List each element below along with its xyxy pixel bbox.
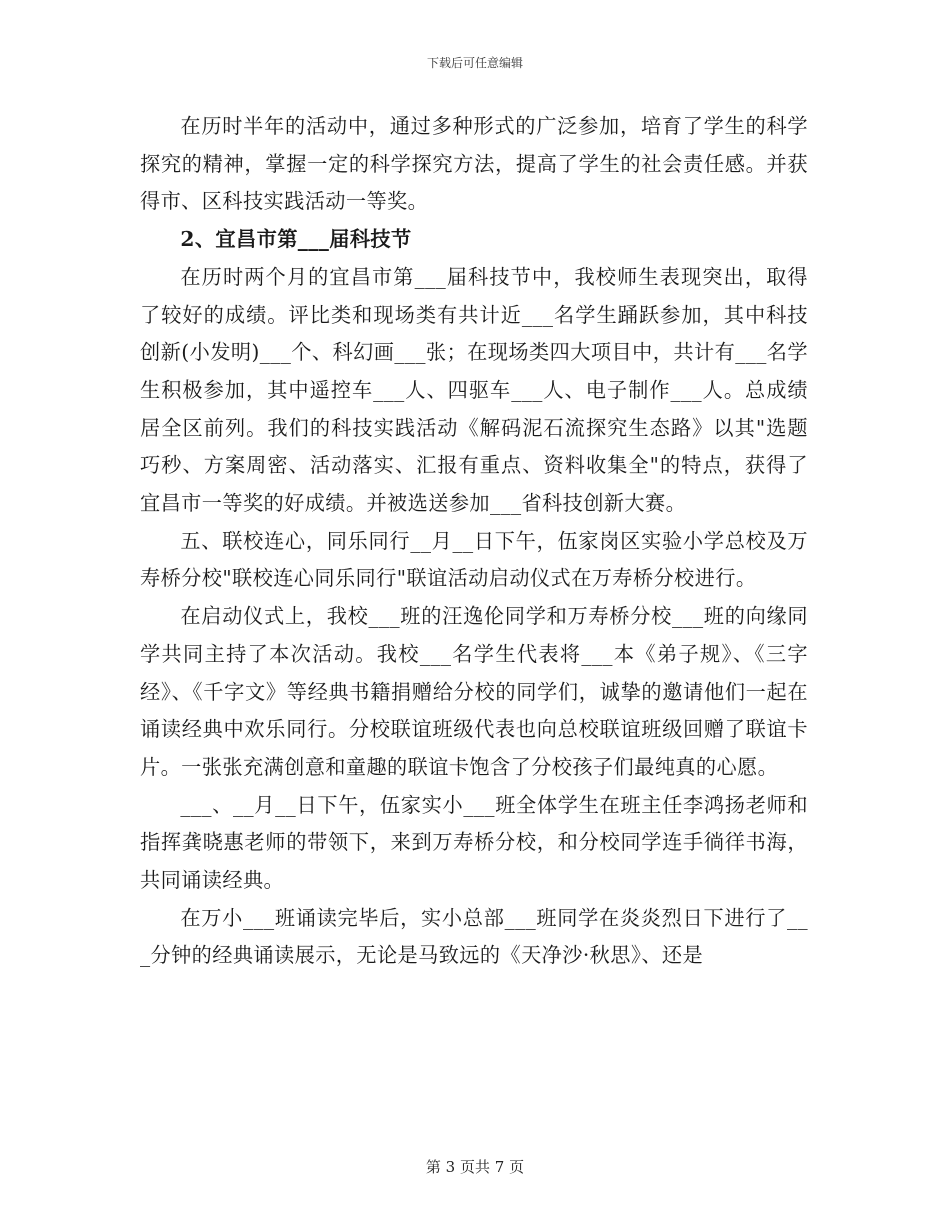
page-header: 下载后可任意编辑 xyxy=(426,56,523,70)
paragraph-reading-show: 在万小___班诵读完毕后，实小总部___班同学在炎炎烈日下进行了___分钟的经典诵读展示，无论是马致远的《天净沙·秋思》、还是 xyxy=(140,905,808,968)
paragraph-science-festival: 在历时两个月的宜昌市第___届科技节中，我校师生表现突出，取得了较好的成绩。评比类和现场类有共计近___名学生踊跃参加，其中科技创新(小发明)___个、科幻画___张；在现场类四大项目中，共计有___名学生积极参加，其中遥控车___人、四驱车___人、电子制作___人。总成绩居全区前列。我们的科技实践活动《解码泥石流探究生态路》以其"选题巧秒、方案周密、活动落实、汇报有重点、资料收集全"的特点，获得了宜昌市一等奖的好成绩。并被选送参加___省科技创新大赛。 xyxy=(140,264,808,516)
paragraph-activity-summary: 在历时半年的活动中，通过多种形式的广泛参加，培育了学生的科学探究的精神，掌握一定的科学探究方法，提高了学生的社会责任感。并获得市、区科技实践活动一等奖。 xyxy=(140,114,808,214)
page-footer: 第 3 页共 7 页 xyxy=(425,1158,525,1176)
paragraph-launch-ceremony: 在启动仪式上，我校___班的汪逸伦同学和万寿桥分校___班的向缘同学共同主持了本次活动。我校___名学生代表将___本《弟子规》、《三字经》、《千字文》等经典书籍捐赠给分校的同学们，诚挚的邀请他们一起在诵读经典中欢乐同行。分校联谊班级代表也向总校联谊班级回赠了联谊卡片。一张张充满创意和童趣的联谊卡饱含了分校孩子们最纯真的心愿。 xyxy=(140,604,808,779)
paragraph-school-union: 五、联校连心，同乐同行__月__日下午，伍家岗区实验小学总校及万寿桥分校"联校连心同乐同行"联谊活动启动仪式在万寿桥分校进行。 xyxy=(140,528,808,591)
section-heading-science-festival: 2、宜昌市第___届科技节 xyxy=(180,227,412,252)
paragraph-classics-reading: ___、__月__日下午，伍家实小___班全体学生在班主任李鸿扬老师和指挥龚晓惠老师的带领下，来到万寿桥分校，和分校同学连手徜徉书海，共同诵读经典。 xyxy=(140,792,808,893)
document-body xyxy=(140,108,808,975)
